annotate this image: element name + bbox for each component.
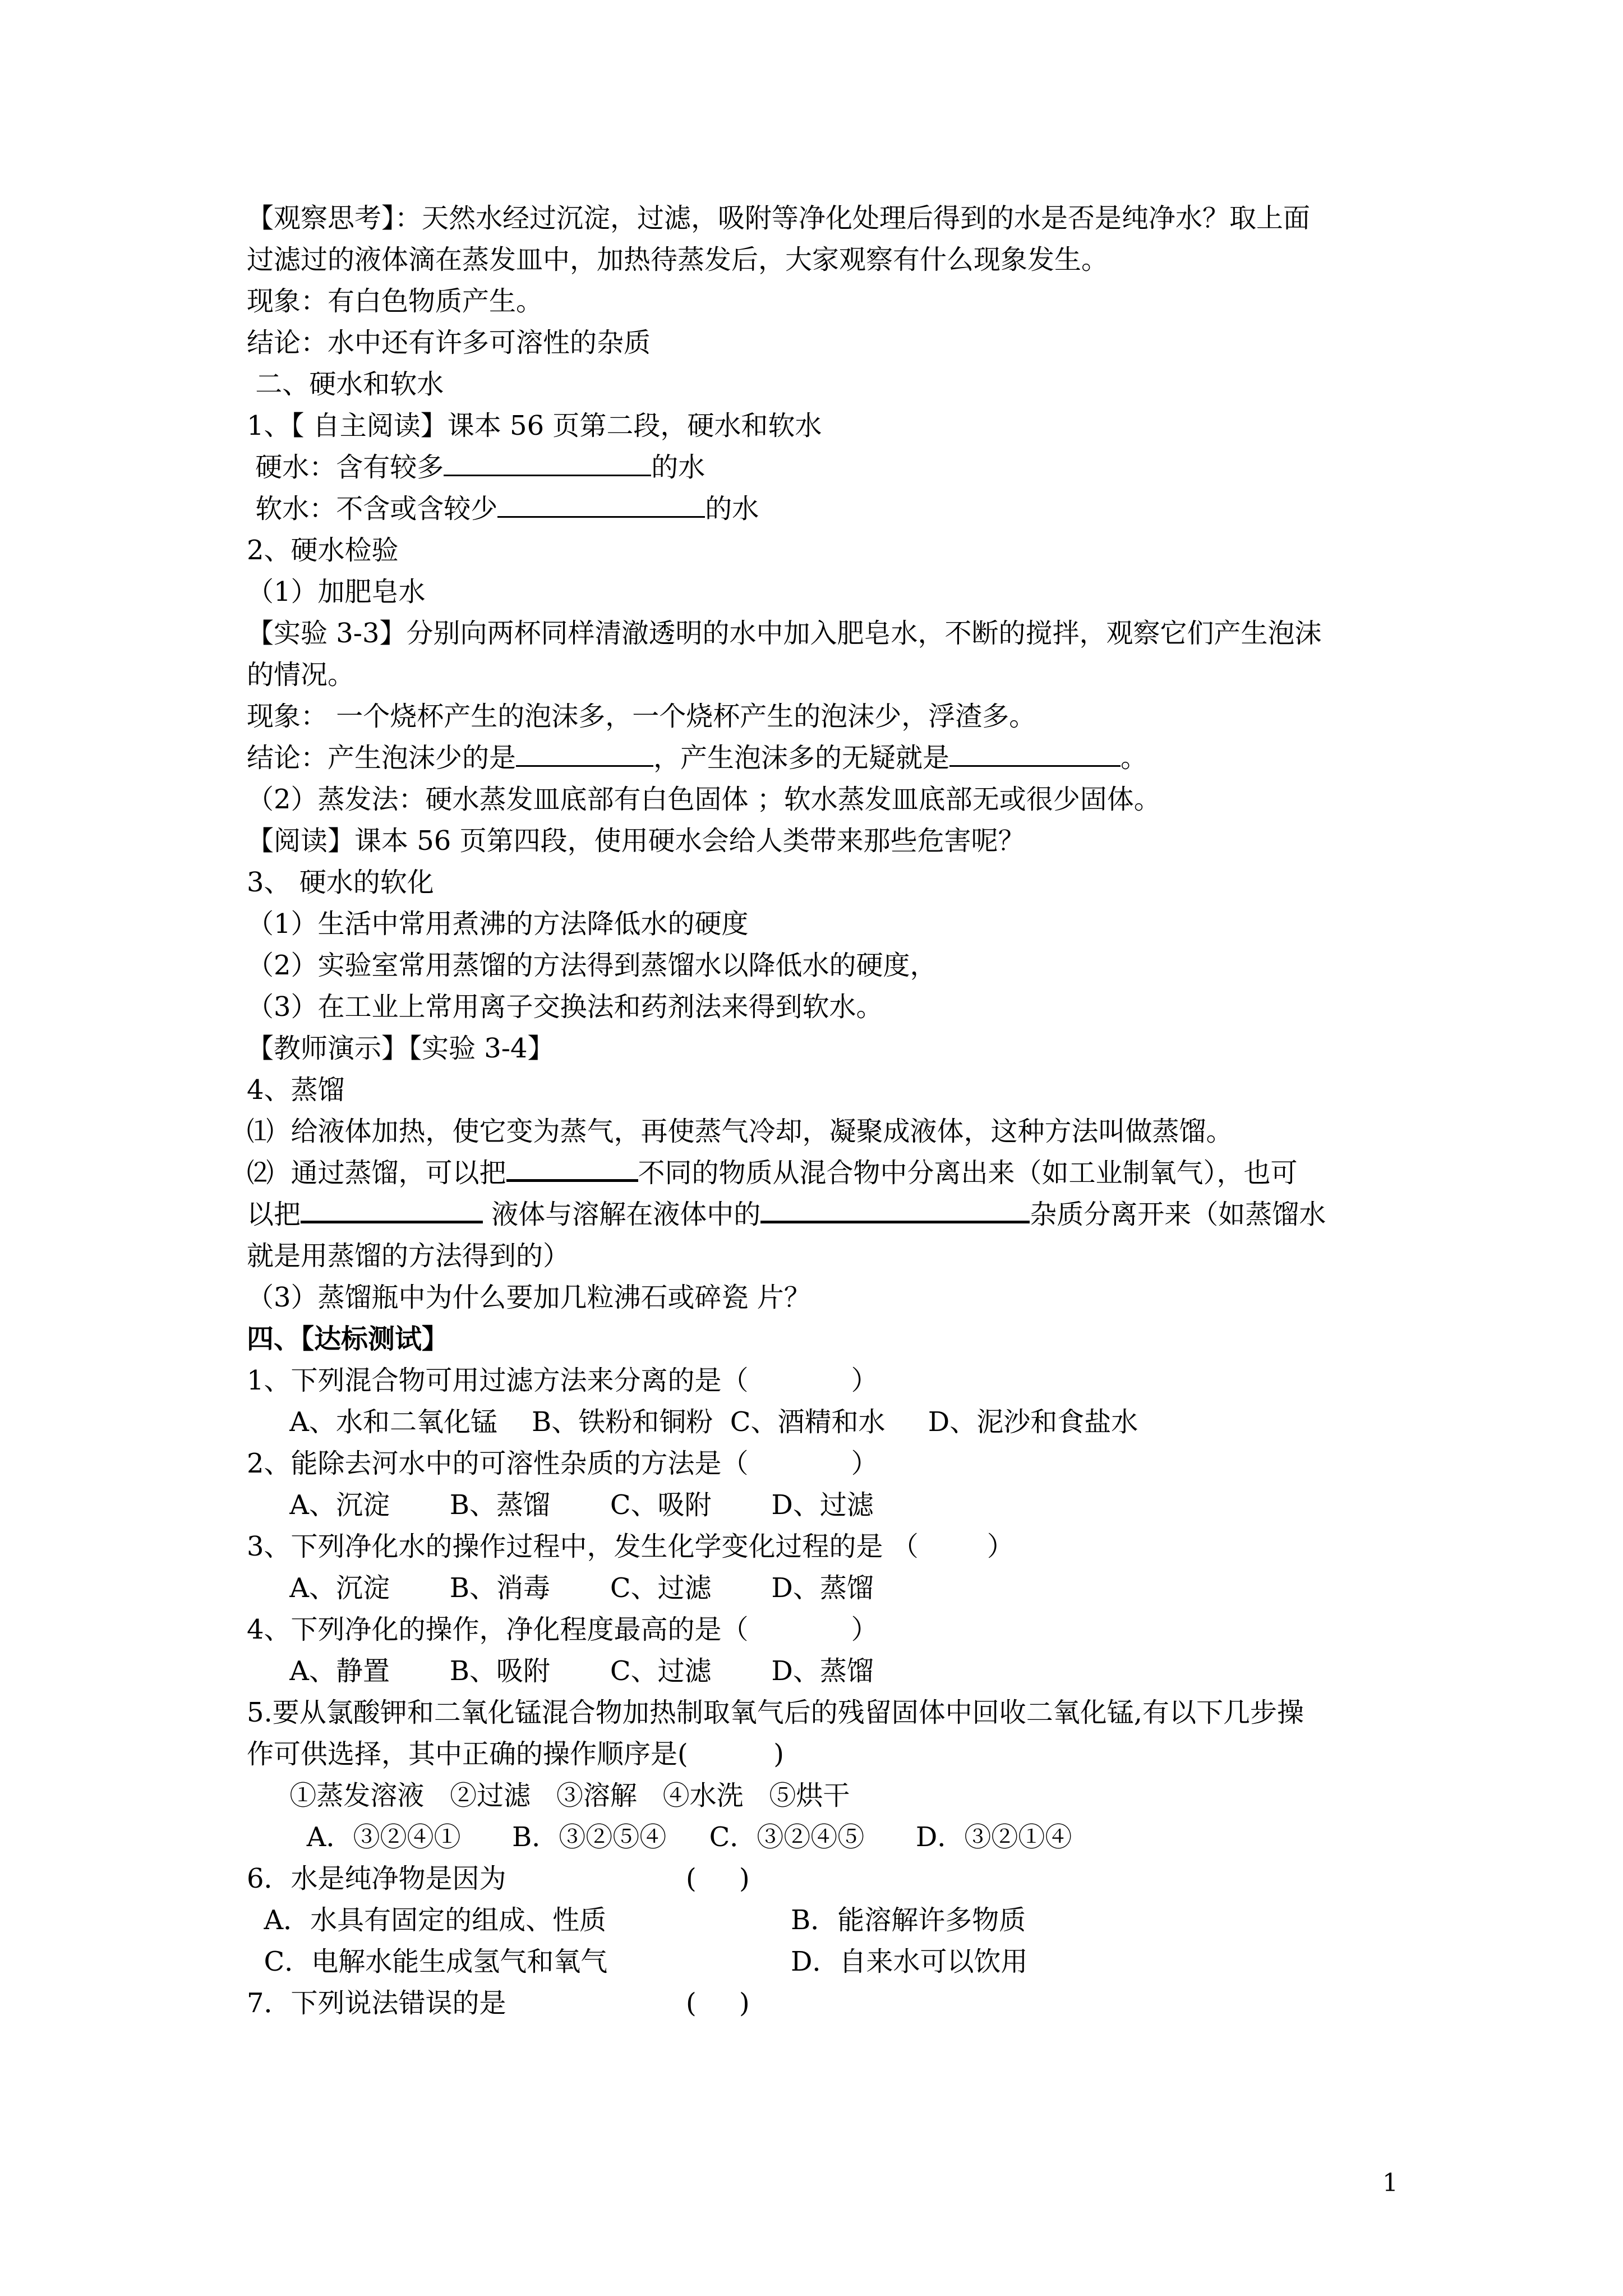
hard-water-suffix: 的水 [651, 452, 706, 483]
soap-water-item: （1）加肥皂水 [247, 576, 426, 608]
distillation-item-2-text-e: 杂质分离开来（如蒸馏水 [1030, 1199, 1326, 1230]
distillation-item-2-text-b: 不同的物质从混合物中分离出来（如工业制氧气），也可 [638, 1157, 1298, 1189]
document-page [247, 0, 1413, 2296]
distillation-item-2-text-d: 液体与溶解在液体中的 [483, 1199, 761, 1230]
phenomenon-foam-line: 现象： 一个烧杯产生的泡沫多，一个烧杯产生的泡沫少，浮渣多。 [247, 701, 1036, 732]
conclusion-foam-text-c: 。 [1121, 742, 1148, 774]
distillation-item-3: （3）蒸馏瓶中为什么要加几粒沸石或碎瓷 片？ [247, 1282, 811, 1313]
question-3-options: A、沉淀 B、消毒 C、过滤 D、蒸馏 [247, 1572, 874, 1604]
hard-water-definition [247, 445, 705, 489]
question-6-options-row-2 [247, 1940, 607, 1984]
question-6-options-row-1 [247, 1898, 606, 1942]
fill-blank[interactable] [516, 743, 653, 767]
fill-blank[interactable] [949, 743, 1121, 767]
question-2-options: A、沉淀 B、蒸馏 C、吸附 D、过滤 [247, 1489, 874, 1521]
experiment-3-3-line-1: 【实验 3-3】分别向两杯同样清澈透明的水中加入肥皂水，不断的搅拌，观察它们产生泡沫 [247, 618, 1322, 649]
question-6-option-b: B．能溶解许多物质 [791, 1904, 1026, 1936]
soft-water-suffix: 的水 [705, 493, 759, 524]
phenomenon-line: 现象：有白色物质产生。 [247, 286, 543, 317]
question-5-options: A．③②④① B．③②⑤④ C．③②④⑤ D．③②①④ [247, 1821, 1072, 1853]
hard-water-test-heading: 2、硬水检验 [247, 535, 399, 566]
observe-think-line-2: 过滤过的液体滴在蒸发皿中，加热待蒸发后，大家观察有什么现象发生。 [247, 244, 1109, 275]
distillation-item-2-text-c: 以把 [247, 1199, 301, 1230]
fill-blank[interactable] [760, 1198, 1030, 1223]
question-1-options: A、水和二氧化锰 B、铁粉和铜粉 C、酒精和水 D、泥沙和食盐水 [247, 1406, 1138, 1438]
distillation-heading: 4、蒸馏 [247, 1074, 345, 1106]
question-6-option-a: A．水具有固定的组成、性质 [247, 1904, 607, 1936]
soft-water-text: 软水：不含或含较少 [247, 493, 498, 524]
self-reading-line: 1、【 自主阅读】课本 56 页第二段，硬水和软水 [247, 410, 822, 441]
softening-item-2: （2）实验室常用蒸馏的方法得到蒸馏水以降低水的硬度， [247, 950, 937, 981]
question-6-option-d: D．自来水可以饮用 [791, 1946, 1028, 1977]
distillation-item-2-line-2 [247, 1193, 1326, 1236]
conclusion-foam-text-b: ，产生泡沫多的无疑就是 [653, 742, 950, 774]
observe-think-line-1: 【观察思考】：天然水经过沉淀，过滤，吸附等净化处理后得到的水是否是纯净水？取上面 [247, 203, 1311, 234]
section-heading-hard-soft-water: 二、硬水和软水 [247, 369, 444, 400]
question-5-line-1: 5.要从氯酸钾和二氧化锰混合物加热制取氧气后的残留固体中回收二氧化锰,有以下几步操 [247, 1697, 1304, 1728]
question-4: 4、下列净化的操作，净化程度最高的是（ ） [247, 1614, 878, 1645]
hard-water-text: 硬水：含有较多 [247, 452, 444, 483]
reading-hazard-line: 【阅读】课本 56 页第四段，使用硬水会给人类带来那些危害呢？ [247, 825, 1025, 857]
softening-item-3: （3）在工业上常用离子交换法和药剂法来得到软水。 [247, 991, 883, 1023]
softening-heading: 3、 硬水的软化 [247, 867, 434, 898]
soft-water-definition [247, 487, 759, 531]
question-6-option-c: C．电解水能生成氢气和氧气 [247, 1946, 608, 1977]
question-5-steps: ①蒸发溶液 ②过滤 ③溶解 ④水洗 ⑤烘干 [247, 1780, 850, 1811]
fill-blank[interactable] [301, 1198, 483, 1223]
question-3: 3、下列净化水的操作过程中，发生化学变化过程的是 （ ） [247, 1531, 1014, 1562]
distillation-item-2-line-3: 就是用蒸馏的方法得到的） [247, 1240, 570, 1272]
softening-item-1: （1）生活中常用煮沸的方法降低水的硬度 [247, 908, 749, 940]
page-number: 1 [1382, 2169, 1398, 2197]
conclusion-foam-text-a: 结论：产生泡沫少的是 [247, 742, 517, 774]
distillation-item-1: ⑴ 给液体加热，使它变为蒸气，再使蒸气冷却，凝聚成液体，这种方法叫做蒸馏。 [247, 1116, 1233, 1147]
question-4-options: A、静置 B、吸附 C、过滤 D、蒸馏 [247, 1655, 874, 1687]
distillation-item-2-line-1 [247, 1151, 1298, 1195]
evaporation-method-line: （2）蒸发法：硬水蒸发皿底部有白色固体 ；软水蒸发皿底部无或很少固体。 [247, 784, 1161, 815]
question-6: 6．水是纯净物是因为 ( ) [247, 1863, 750, 1894]
distillation-item-2-text-a: ⑵ 通过蒸馏，可以把 [247, 1157, 506, 1189]
conclusion-foam-line [247, 736, 1147, 780]
question-7: 7．下列说法错误的是 ( ) [247, 1987, 750, 2019]
question-2: 2、能除去河水中的可溶性杂质的方法是（ ） [247, 1448, 878, 1479]
fill-blank[interactable] [444, 452, 651, 476]
experiment-3-3-line-2: 的情况。 [247, 659, 355, 691]
fill-blank[interactable] [497, 494, 705, 518]
question-1: 1、下列混合物可用过滤方法来分离的是（ ） [247, 1365, 878, 1396]
section-heading-test: 四、【达标测试】 [247, 1323, 449, 1355]
conclusion-line: 结论：水中还有许多可溶性的杂质 [247, 327, 651, 358]
question-5-line-2: 作可供选择，其中正确的操作顺序是( ) [247, 1738, 785, 1770]
fill-blank[interactable] [506, 1157, 638, 1182]
teacher-demo-line: 【教师演示】【实验 3-4】 [247, 1033, 555, 1064]
